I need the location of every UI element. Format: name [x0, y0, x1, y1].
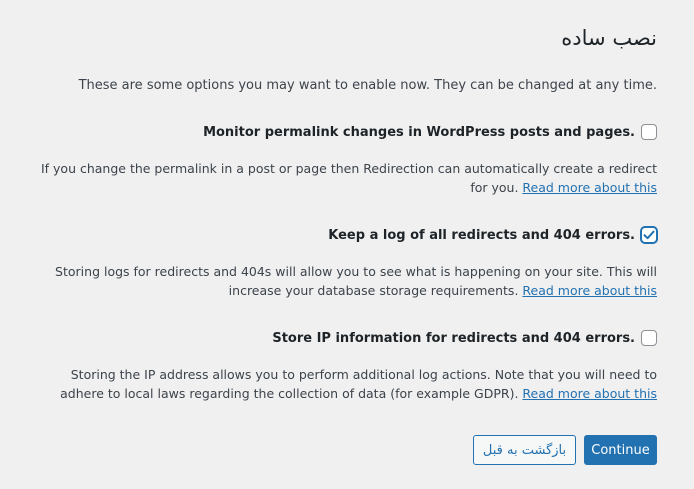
monitor-permalinks-description-body: If you change the permalink in a post or page then Redirection can automatically create a redirect for you. — [40, 161, 657, 195]
store-ip-description — [37, 365, 657, 403]
option-monitor-permalinks — [37, 122, 657, 197]
intro-text-content: These are some options you may want to enable now. They can be changed at any time. — [78, 78, 657, 93]
intro-text — [37, 76, 657, 95]
monitor-permalinks-label-text: Monitor permalink changes in WordPress posts and pages. — [203, 124, 635, 140]
store-ip-description-body: Storing the IP address allows you to perform additional log actions. Note that you will need to adhere to local laws regarding the collection of data (for example GDPR). — [60, 367, 657, 401]
store-ip-description-text — [60, 367, 657, 401]
keep-log-description-body: Storing logs for redirects and 404s will allow you to see what is happening on your site. This will increase your database storage requirements. — [55, 264, 657, 298]
option-head — [37, 225, 657, 245]
option-store-ip — [37, 328, 657, 403]
option-head — [37, 122, 657, 142]
store-ip-checkbox[interactable] — [641, 330, 657, 346]
keep-log-description — [37, 262, 657, 300]
monitor-permalinks-checkbox[interactable] — [641, 124, 657, 140]
monitor-permalinks-description-text — [41, 161, 657, 195]
option-keep-log — [37, 225, 657, 300]
back-button[interactable]: بازگشت به قبل — [473, 435, 576, 465]
store-ip-label[interactable] — [272, 331, 635, 346]
keep-log-label-text: Keep a log of all redirects and 404 errors. — [328, 227, 635, 243]
button-row — [473, 435, 657, 465]
read-more-link[interactable]: Read more about this — [522, 180, 657, 195]
read-more-link[interactable]: Read more about this — [522, 283, 657, 298]
keep-log-description-text — [55, 264, 657, 298]
keep-log-checkbox[interactable] — [641, 227, 657, 243]
store-ip-label-text: Store IP information for redirects and 404 errors. — [272, 330, 635, 346]
keep-log-label[interactable] — [328, 228, 635, 243]
page-title: نصب ساده — [561, 26, 657, 50]
monitor-permalinks-description — [37, 159, 657, 197]
read-more-link[interactable]: Read more about this — [522, 386, 657, 401]
continue-button[interactable]: Continue — [584, 435, 657, 465]
monitor-permalinks-label[interactable] — [203, 125, 635, 140]
option-head — [37, 328, 657, 348]
checkmark-icon — [642, 228, 656, 242]
